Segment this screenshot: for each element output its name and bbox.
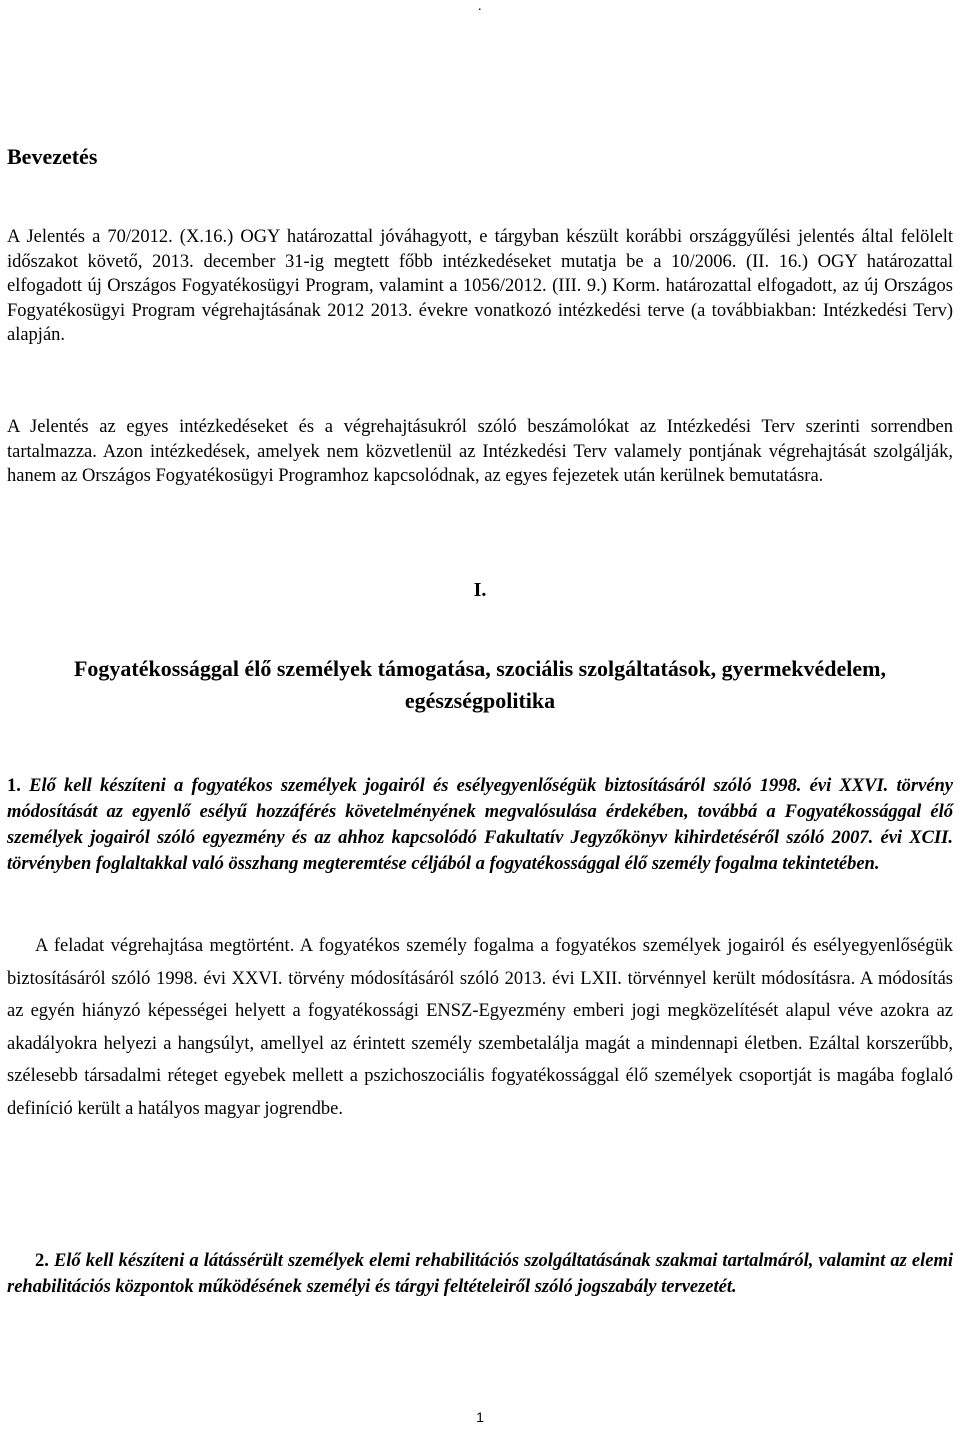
task-number: 2. <box>35 1251 49 1271</box>
task-number: 1. <box>7 776 21 796</box>
intro-paragraph: A Jelentés az egyes intézkedéseket és a végrehajtásukról szóló beszámolókat az Intézkedési Terv szerinti sorrendben tartalmazza. Azon intézkedések, amelyek nem közvetlenül az Intézkedési Terv valamely pontjának végrehajtását szolgálják, hanem az Országos Fogyatékosügyi Programhoz kapcsolódnak, az egyes fejezetek után kerülnek bemutatásra. <box>7 417 953 486</box>
intro-paragraph: A Jelentés a 70/2012. (X.16.) OGY határozattal jóváhagyott, e tárgyban készült korábbi országgyűlési jelentés által felölelt időszakot követő, 2013. december 31-ig megtett főbb intézkedéseket mutatja be a 10/2006. (II. 16.) OGY határozattal elfogadott új Országos Fogyatékosügyi Program, valamint a 1056/2012. (III. 9.) Korm. határozattal elfogadott, az új Országos Fogyatékosügyi Program végrehajtásának 2012 2013. évekre vonatkozó intézkedési terve (a továbbiakban: Intézkedési Terv) alapján. <box>7 227 953 345</box>
report-text: A feladat végrehajtása megtörtént. A fogyatékos személy fogalma a fogyatékos személyek jogairól és esélyegyenlőségük biztosításáról szóló 1998. évi XXVI. törvény módosításáról szóló 2013. évi LXII. törvénnyel került módosításra. A módosítás az egyén hiányzó képességei helyett a fogyatékossági ENSZ-Egyezmény emberi jogi megközelítését alapul véve azokra az akadályokra helyezi a hangsúlyt, amellyel az érintett személy szembetalálja magát a mindennapi életben. Ezáltal korszerűbb, szélesebb társadalmi réteget egyebek mellett a pszichoszociális fogyatékossággal élő személyek csoportját is magába foglaló definíció került a hatályos magyar jogrendbe. <box>7 936 953 1119</box>
page-number: 1 <box>476 1409 484 1425</box>
task-text: Elő kell készíteni a látássérült személyek elemi rehabilitációs szolgáltatásának szakmai tartalmáról, valamint az elemi rehabilitációs központok működésének személyi és tárgyi feltételeiről szóló jogszabály tervezetét. <box>7 1251 953 1297</box>
top-mark: . <box>478 0 482 14</box>
task-text: Elő kell készíteni a fogyatékos személyek jogairól és esélyegyenlőségük biztosításáról szóló 1998. évi XXVI. törvény módosítását az egyenlő esélyű hozzáférés követelményének megvalósulása érdekében, továbbá a Fogyatékossággal élő személyek jogairól szóló egyezmény és az ahhoz kapcsolódó Fakultatív Jegyzőkönyv kihirdetéséről szóló 2007. évi XCII. törvényben foglaltakkal való összhang megteremtése céljából a fogyatékossággal élő személy fogalma tekintetében. <box>7 776 954 874</box>
section-heading: Bevezetés <box>7 144 98 169</box>
task-1-report <box>7 930 953 1125</box>
chapter-number: I. <box>473 579 487 601</box>
task-2 <box>7 1248 953 1300</box>
chapter-title: Fogyatékossággal élő személyek támogatása, szociális szolgáltatások, gyermekvédelem, egészségpolitika <box>73 656 887 713</box>
task-1 <box>7 773 953 877</box>
